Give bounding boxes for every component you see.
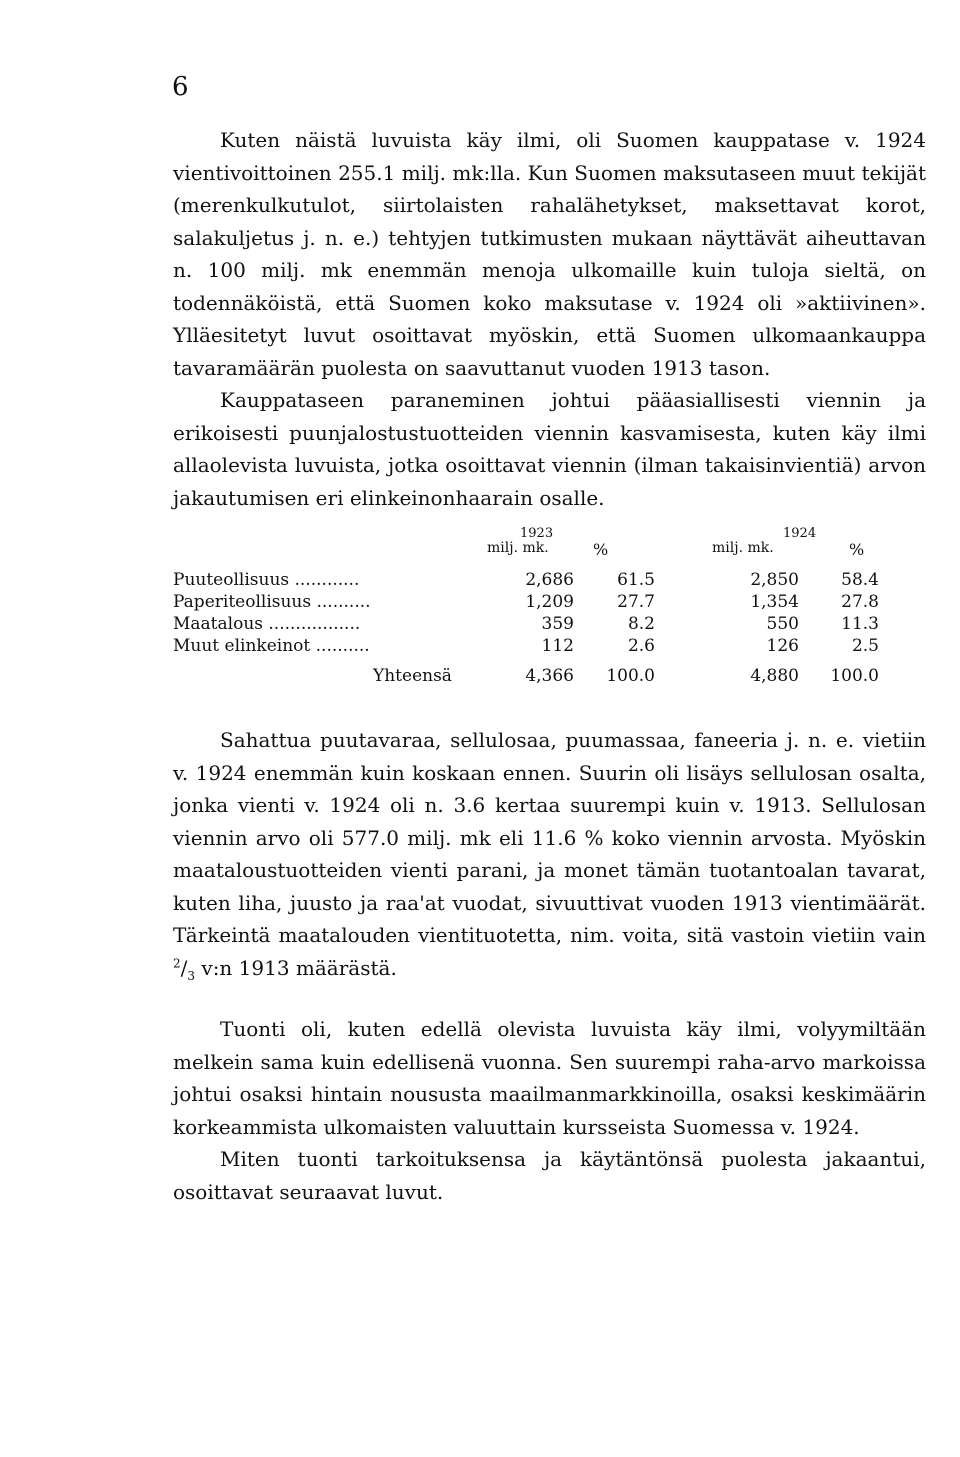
value-milj-1923: 359 xyxy=(541,614,574,634)
text-block-bottom xyxy=(173,1013,926,1208)
value-pct-1924: 2.5 xyxy=(851,636,879,656)
row-label: Puuteollisuus ............ xyxy=(173,570,360,590)
row-label: Paperiteollisuus .......... xyxy=(173,592,371,612)
column-header-pct-1924: % xyxy=(849,540,865,559)
value-pct-1924: 27.8 xyxy=(841,592,879,612)
paragraph-export-growth: Kauppataseen paraneminen johtui pääasiallisesti viennin ja erikoisesti puunjalostustuotteiden viennin kasvamisesta, kuten käy ilmi allaolevista luvuista, jotka osoittavat viennin (ilman takaisinvientiä) arvon jakautumisen eri elinkeinonhaarain osalle. xyxy=(173,388,926,510)
column-header-milj-1923: milj. mk. xyxy=(487,540,549,556)
paragraph-sawn-timber-end: v:n 1913 määrästä. xyxy=(201,955,397,980)
paragraph-import-distribution: Miten tuonti tarkoituksensa ja käytäntönsä puolesta jakaantui, osoittavat seuraavat luvut. xyxy=(173,1147,926,1204)
value-milj-1924: 1,354 xyxy=(750,592,799,612)
column-header-pct-1923: % xyxy=(593,540,609,559)
year-1924-header: 1924 xyxy=(783,526,817,541)
table-row xyxy=(173,636,933,658)
total-pct-1924: 100.0 xyxy=(830,666,879,686)
total-pct-1923: 100.0 xyxy=(606,666,655,686)
text-block-top xyxy=(173,124,926,514)
row-label: Muut elinkeinot .......... xyxy=(173,636,370,656)
fraction-denominator: 3 xyxy=(187,968,196,983)
text-block-middle xyxy=(173,724,926,984)
total-label: Yhteensä xyxy=(373,666,452,686)
value-pct-1924: 11.3 xyxy=(841,614,879,634)
value-pct-1923: 8.2 xyxy=(627,614,655,634)
value-pct-1924: 58.4 xyxy=(841,570,879,590)
table-row xyxy=(173,614,933,636)
paragraph-trade-balance: Kuten näistä luvuista käy ilmi, oli Suomen kauppatase v. 1924 vientivoittoinen 255.1 milj. mk:lla. Kun Suomen maksutaseen muut tekijät (merenkulkutulot, siirtolaisten rahalähetykset, maksettavat korot, salakuljetus j. n. e.) tehtyjen tutkimusten mukaan näyttävät aiheuttavan n. 100 milj. mk enemmän menoja ulkomaille kuin tuloja sieltä, on todennäköistä, että Suomen koko maksutase v. 1924 oli »aktiivinen». Ylläesitetyt luvut osoittavat myöskin, että Suomen ulkomaankauppa tavaramäärän puolesta on saavuttanut vuoden 1913 tason. xyxy=(173,128,926,380)
paragraph-imports: Tuonti oli, kuten edellä olevista luvuista käy ilmi, volyymiltään melkein sama kuin edellisenä vuonna. Sen suurempi raha-arvo markoissa johtui osaksi hintain noususta maailmanmarkkinoilla, osaksi keskimäärin korkeammista ulkomaisten valuuttain kursseista Suomessa v. 1924. xyxy=(173,1017,926,1139)
value-pct-1923: 27.7 xyxy=(617,592,655,612)
value-milj-1924: 126 xyxy=(766,636,799,656)
row-label: Maatalous ................. xyxy=(173,614,361,634)
value-milj-1924: 550 xyxy=(766,614,799,634)
fraction-numerator: 2 xyxy=(173,955,181,970)
paragraph-sawn-timber-text: Sahattua puutavaraa, sellulosaa, puumassaa, faneeria j. n. e. vietiin v. 1924 enemmän kuin koskaan ennen. Suurin oli lisäys sellulosan osalta, jonka vienti v. 1924 oli n. 3.6 kertaa suurempi kuin v. 1913. Sellulosan viennin arvo oli 577.0 milj. mk eli 11.6 % koko viennin arvosta. Myöskin maataloustuotteiden vienti parani, ja monet tämän tuotantoalan tavarat, kuten liha, juusto ja raa'at vuodat, sivuuttivat vuoden 1913 vientimäärät. Tärkeintä maatalouden vientituotetta, nim. voita, sitä vastoin vietiin vain xyxy=(173,728,926,947)
total-milj-1923: 4,366 xyxy=(525,666,574,686)
value-milj-1923: 1,209 xyxy=(525,592,574,612)
table-row xyxy=(173,570,933,592)
table-row xyxy=(173,592,933,614)
value-pct-1923: 61.5 xyxy=(617,570,655,590)
value-milj-1923: 2,686 xyxy=(525,570,574,590)
page-number: 6 xyxy=(172,72,189,102)
value-pct-1923: 2.6 xyxy=(627,636,655,656)
value-milj-1924: 2,850 xyxy=(750,570,799,590)
value-milj-1923: 112 xyxy=(541,636,574,656)
table-total-row xyxy=(173,666,933,688)
paragraph-sawn-timber: Sahattua puutavaraa, sellulosaa, puumassaa, faneeria j. n. e. vietiin v. 1924 enemmän kuin koskaan ennen. Suurin oli lisäys sellulosan osalta, jonka vienti v. 1924 oli n. 3.6 kertaa suurempi kuin v. 1913. Sellulosan viennin arvo oli 577.0 milj. mk eli 11.6 % koko viennin arvosta. Myöskin maataloustuotteiden vienti parani, ja monet tämän tuotantoalan tavarat, kuten liha, juusto ja raa'at vuodat, sivuuttivat vuoden 1913 vientimäärät. Tärkeintä maatalouden vientituotetta, nim. voita, sitä vastoin vietiin vain $^2/_3$ v:n 1913 määrästä. xyxy=(173,728,926,983)
total-milj-1924: 4,880 xyxy=(750,666,799,686)
year-1923-header: 1923 xyxy=(520,526,554,541)
column-header-milj-1924: milj. mk. xyxy=(712,540,774,556)
